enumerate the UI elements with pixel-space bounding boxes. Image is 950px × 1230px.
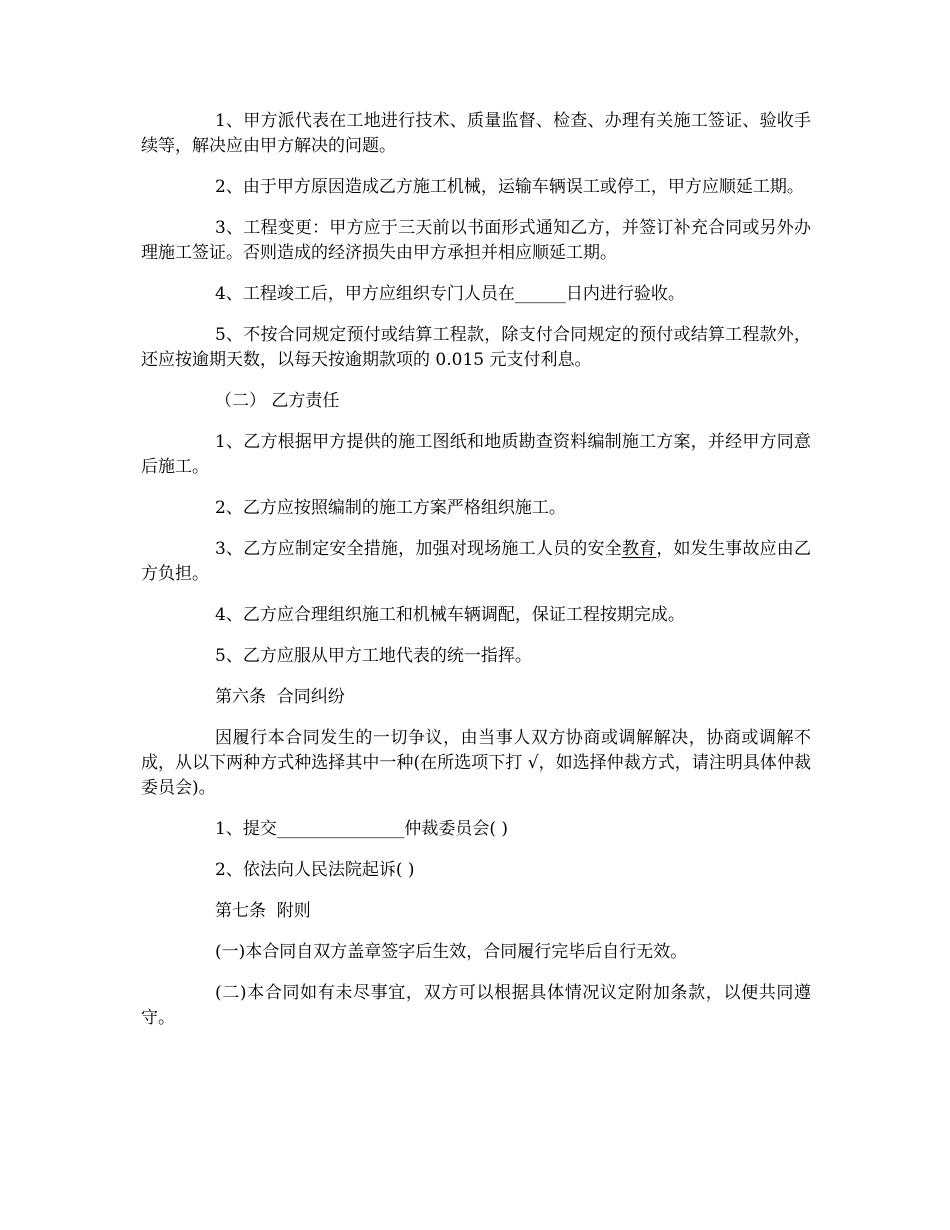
clause-party-b-4: 4、乙方应合理组织施工和机械车辆调配，保证工程按期完成。: [215, 605, 685, 625]
clause-party-b-1: 1、乙方根据甲方提供的施工图纸和地质勘查资料编制施工方案，并经甲方同意后施工。: [141, 432, 811, 477]
dispute-paragraph: 因履行本合同发生的一切争议，由当事人双方协商或调解解决，协商或调解不成，从以下两种方式种选择其中一种(在所选项下打 √，如选择仲裁方式，请注明具体仲裁委员会)。: [141, 728, 811, 798]
clause-party-b-5: 5、乙方应服从甲方工地代表的统一指挥。: [215, 646, 532, 666]
article-seven-heading: 第七条 附则: [215, 901, 311, 921]
education-link[interactable]: 教育: [621, 539, 657, 559]
clause-party-a-5: 5、不按合同规定预付或结算工程款，除支付合同规定的预付或结算工程款外，还应按逾期天数，以每天按逾期款项的 0.015 元支付利息。: [141, 325, 811, 370]
clause-party-b-3-after: ，如发生事故应由乙方负担。: [141, 539, 811, 584]
clause-party-b-3: [141, 537, 811, 587]
supplementary-clause-1: (一)本合同自双方盖章签字后生效，合同履行完毕后自行无效。: [215, 942, 688, 962]
clause-party-a-2: 2、由于甲方原因造成乙方施工机械，运输车辆误工或停工，甲方应顺延工期。: [215, 177, 804, 197]
section-heading-party-b: （二） 乙方责任: [215, 391, 340, 411]
article-six-heading: 第六条 合同纠纷: [215, 687, 345, 707]
dispute-option-court: 2、依法向人民法院起诉( ): [215, 860, 415, 880]
clause-party-b-3-before: 3、乙方应制定安全措施，加强对现场施工人员的安全: [215, 539, 622, 559]
clause-party-b-2: 2、乙方应按照编制的施工方案严格组织施工。: [215, 498, 566, 518]
document-body: [141, 109, 811, 1047]
clause-party-a-4: 4、工程竣工后，甲方应组织专门人员在______日内进行验收。: [215, 284, 685, 304]
dispute-option-arbitration: 1、提交_______________仲裁委员会( ): [215, 819, 508, 839]
supplementary-clause-2: (二)本合同如有未尽事宜，双方可以根据具体情况议定附加条款，以便共同遵守。: [141, 983, 811, 1028]
clause-party-a-3: 3、工程变更：甲方应于三天前以书面形式通知乙方，并签订补充合同或另外办理施工签证。否则造成的经济损失由甲方承担并相应顺延工期。: [141, 218, 811, 263]
clause-party-a-1: 1、甲方派代表在工地进行技术、质量监督、检查、办理有关施工签证、验收手续等，解决应由甲方解决的问题。: [141, 111, 811, 156]
